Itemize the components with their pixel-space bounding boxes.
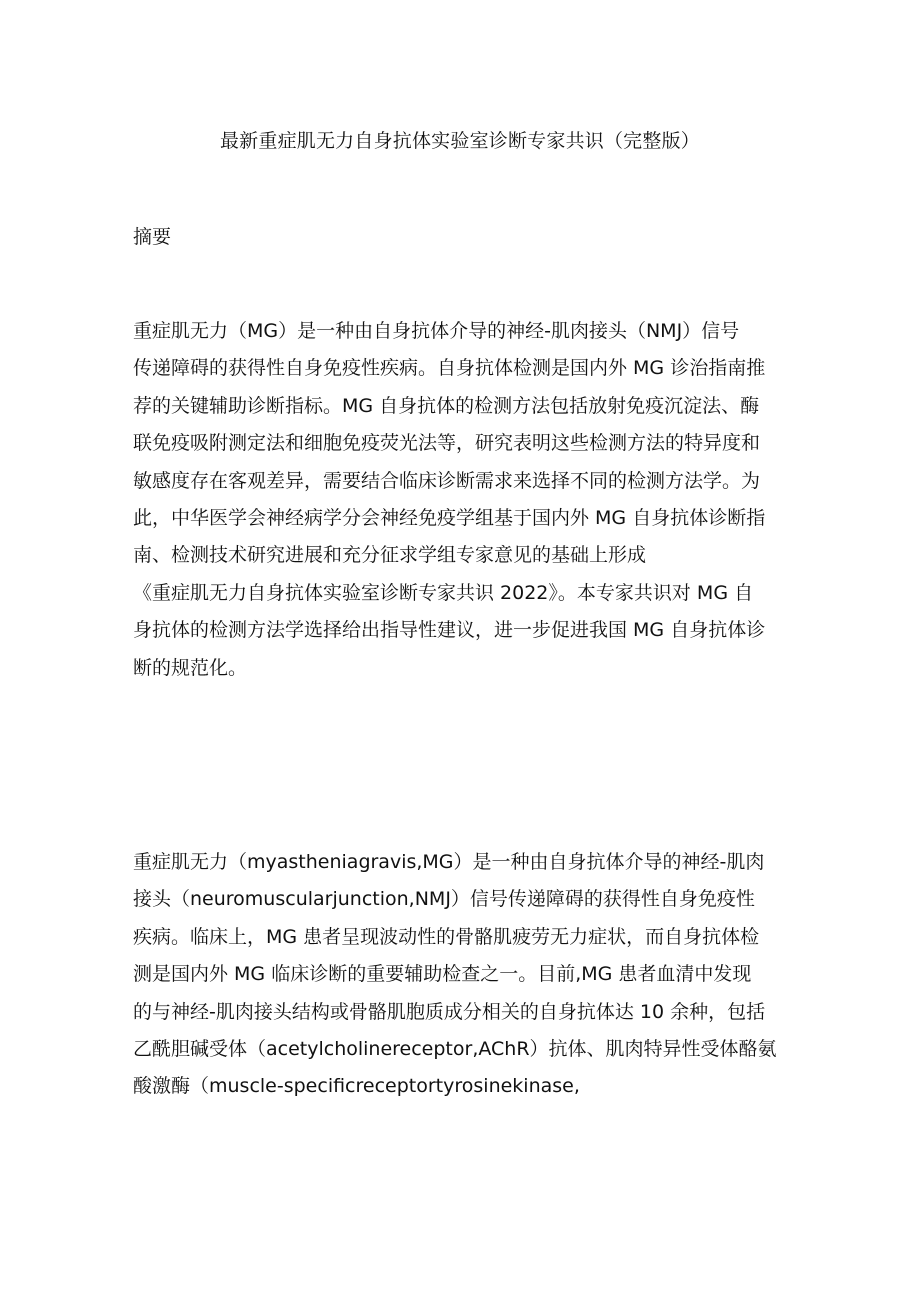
paragraph-line: 南、检测技术研究进展和充分征求学组专家意见的基础上形成 [133,544,647,567]
paragraph-line: 此，中华医学会神经病学分会神经免疫学组基于国内外 MG 自身抗体诊断指 [133,506,766,529]
body-paragraph [133,844,798,1106]
paragraph-line: 联免疫吸附测定法和细胞免疫荧光法等，研究表明这些检测方法的特异度和 [133,432,761,455]
paragraph-line: 断的规范化。 [133,656,248,679]
paragraph-line: 荐的关键辅助诊断指标。MG 自身抗体的检测方法包括放射免疫沉淀法、酶 [133,394,760,417]
paragraph-line: 乙酰胆碱受体（acetylcholinereceptor,AChR）抗体、肌肉特异性受体酪氨 [133,1037,777,1060]
paragraph-line: 《重症肌无力自身抗体实验室诊断专家共识 2022》。本专家共识对 MG 自 [133,581,754,604]
paragraph-line: 重症肌无力（MG）是一种由自身抗体介导的神经-肌肉接头（NMJ）信号 [133,320,740,342]
paragraph-line: 接头（neuromuscularjunction,NMJ）信号传递障碍的获得性自身免疫性 [133,888,755,911]
abstract-heading: 摘要 [133,226,172,248]
paragraph-line: 传递障碍的获得性自身免疫性疾病。自身抗体检测是国内外 MG 诊治指南推 [133,357,766,380]
paragraph-line: 的与神经-肌肉接头结构或骨骼肌胞质成分相关的自身抗体达 10 余种，包括 [133,1000,766,1023]
paragraph-line: 酸激酶（muscle-specificreceptortyrosinekinase, [133,1075,580,1098]
paragraph-line: 重症肌无力（myastheniagravis,MG）是一种由自身抗体介导的神经-肌肉 [133,851,765,873]
abstract-paragraph [133,313,798,687]
paragraph-line: 敏感度存在客观差异，需要结合临床诊断需求来选择不同的检测方法学。为 [133,469,761,492]
document-title: 最新重症肌无力自身抗体实验室诊断专家共识（完整版） [219,130,700,152]
paragraph-line: 身抗体的检测方法学选择给出指导性建议，进一步促进我国 MG 自身抗体诊 [133,619,766,642]
paragraph-line: 测是国内外 MG 临床诊断的重要辅助检查之一。目前,MG 患者血清中发现 [133,963,752,986]
paragraph-line: 疾病。临床上，MG 患者呈现波动性的骨骼肌疲劳无力症状，而自身抗体检 [133,925,760,948]
